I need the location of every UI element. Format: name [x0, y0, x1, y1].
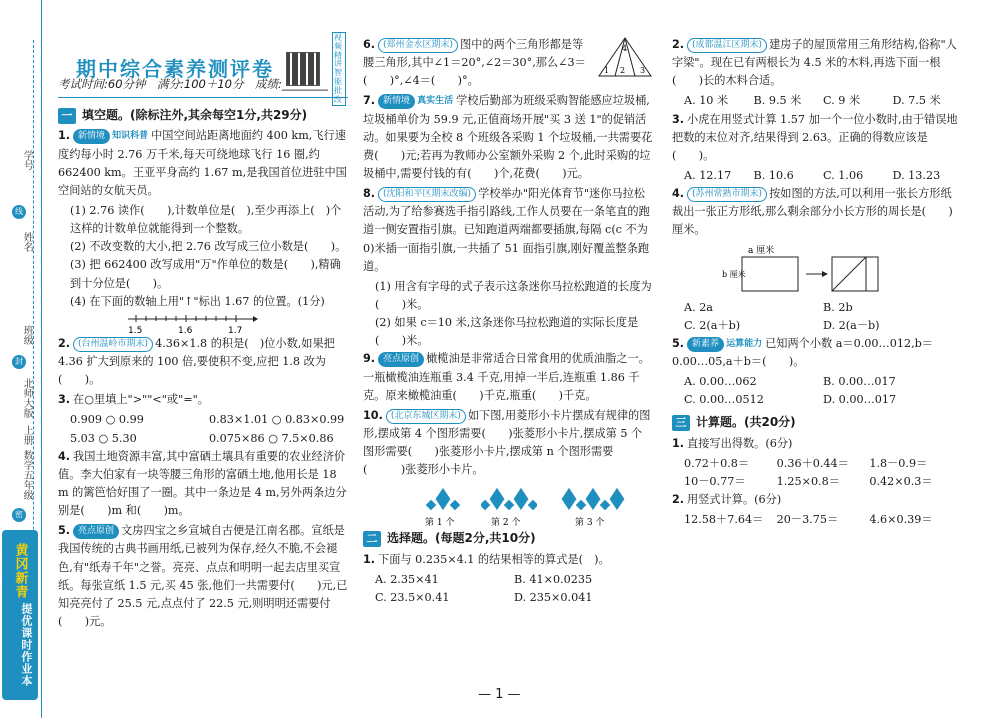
- figure-label: 第 3 个: [575, 518, 605, 528]
- source-badge: (北京东城区期末): [386, 409, 466, 424]
- option-c[interactable]: C. 23.5×0.41: [375, 591, 450, 605]
- tag-badge: 新素养: [687, 337, 724, 352]
- seal-dot: 封: [12, 355, 26, 369]
- choice-5: 5. 新素养 运算能力 已知两个小数 a＝0.00…012,b＝0.00…05,a＋b＝( )。: [672, 336, 933, 368]
- binding-sidebar: [0, 0, 42, 718]
- calc-item[interactable]: 0.72＋0.8＝: [684, 456, 750, 470]
- choice-1-options: [363, 571, 653, 607]
- question-1-part-2: (2) 不改变数的大小,把 2.76 改写成三位小数是( )。: [70, 240, 347, 254]
- question-1-part-3: (3) 把 662400 改写成用"万"作单位的数是( ),精确到十分位是( )。: [70, 258, 341, 290]
- compare-item[interactable]: 0.909 ○ 0.99: [70, 413, 144, 427]
- question-text: 在○里填上">""<"或"="。: [73, 393, 209, 407]
- question-text: 建房子的屋顶常用三角形结构,俗称"人字梁"。现在已有两根长为 4.5 米的木料,再选下面一根( )长的木料合适。: [672, 38, 957, 88]
- tag-badge: 知识科普: [112, 131, 149, 142]
- page-title: 期中综合素养测评卷: [76, 56, 274, 81]
- calc-item[interactable]: 20－3.75＝: [776, 513, 839, 527]
- choice-3-options: [672, 167, 962, 185]
- option-d[interactable]: D. 2(a－b): [823, 318, 880, 332]
- grade-label: 数学五年级: [21, 450, 33, 500]
- figure-label: 第 2 个: [491, 518, 521, 528]
- question-text: 按如图的方法,可以利用一张长方形纸裁出一张正方形纸,那么剩余部分小长方形的周长是( )厘米。: [672, 187, 953, 237]
- rhombus-figure: [481, 483, 537, 527]
- question-5: 5. 亮点原创 文房四宝之乡宣城自古便是江南名郡。宣纸是我国传统的古典书画用纸,已被列为保存,经久不脆,不会褪色,有"纸寿千年"之誉。亮亮、点点和明明一起去店里买宣纸。每张宣纸 1.5 元,买 45 张,他们一共需要付( )元,已知亮亮付了 25.5 元,点点付了 22.5 元,则明明还需要付( )元。: [58, 524, 348, 628]
- question-text: 已知两个小数 a＝0.00…012,b＝0.00…05,a＋b＝( )。: [672, 336, 933, 368]
- question-6: 6. (郑州金水区期末) 图中的两个三角形都是等腰三角形,其中∠1＝20°,∠2＝30°,那么∠3＝( )°,∠4＝( )°。 4 1 2 3: [363, 36, 653, 90]
- question-1-part-1: (1) 2.76 读作( ),计数单位是( ),至少再添上( )个这样的计数单位就能得到一个整数。: [70, 204, 342, 236]
- option-d[interactable]: D. 235×0.041: [514, 591, 593, 605]
- question-1: 1. 新情境 知识科普 中国空间站距离地面约 400 km,飞行速度约每小时 2.76 万千米,每天可绕地球飞行 16 圈,约 662400 km。王亚平身高约 1.67 m,是我国首位进驻中国空间站的女航天员。: [58, 129, 347, 197]
- angle-label: 2: [620, 66, 626, 75]
- section-fill-in: [58, 106, 348, 125]
- question-1-part-4: (4) 在下面的数轴上用"↑"标出 1.67 的位置。(1分): [70, 294, 325, 308]
- rhombus-figure: [423, 483, 463, 527]
- question-7: 7. 新情境 真实生活 学校后勤部为班级采购智能感应垃圾桶,垃圾桶单价为 59.9 元,正值商场开展"买 3 送 1"的促销活动。如果要为全校 8 个班级各采购 1 个垃圾桶,一共需要花费( )元;若再为教师办公室额外采购 2 个,此时采购的垃圾桶中,需要付钱的有( )个,花费( )元。: [363, 94, 653, 180]
- question-text: 如下图,用菱形小卡片摆成有规律的图形,摆成第 4 个图形需要( )张菱形小卡片,摆成第 5 个图形需要( )张菱形小卡片,摆成第 n 个图形需要( )张菱形小卡片。: [363, 408, 651, 477]
- option-d[interactable]: D. 7.5 米: [892, 94, 941, 108]
- seal-dot: 密: [12, 508, 26, 522]
- section-number-icon: 三: [672, 415, 690, 431]
- qr-label: 视频精讲智能批改: [332, 32, 346, 106]
- tick-label: 1.5: [128, 325, 143, 335]
- calc-2: 2. 用竖式计算。(6分): [672, 493, 782, 507]
- question-text: 用竖式计算。(6分): [687, 493, 782, 507]
- section-title: 选择题。(每题2分,共10分): [387, 531, 536, 546]
- number-line[interactable]: [128, 313, 258, 335]
- calc-item[interactable]: 0.42×0.3＝: [869, 475, 933, 489]
- triangle-figure: [597, 36, 653, 80]
- tag-badge: 运算能力: [726, 338, 763, 349]
- compare-item[interactable]: 0.83×1.01 ○ 0.83×0.99: [209, 413, 345, 427]
- compare-item[interactable]: 5.03 ○ 5.30: [70, 431, 137, 445]
- source-badge: (郑州金水区期末): [378, 38, 458, 53]
- choice-2-options: [672, 92, 962, 110]
- brand-subtitle: 提优课时作业本: [19, 603, 33, 687]
- tag-badge: 亮点原创: [378, 352, 424, 367]
- question-text: 小虎在用竖式计算 1.57 加一个一位小数时,由于错误地把数的末位对齐,结果得到 2.63。正确的得数应该是( )。: [672, 112, 958, 162]
- tag-badge: 亮点原创: [73, 524, 119, 539]
- section-title: 计算题。(共20分): [696, 415, 796, 430]
- calc-item[interactable]: 1.25×0.8＝: [776, 475, 840, 489]
- calc-2-items: [672, 511, 962, 529]
- calc-item[interactable]: 10－0.77＝: [684, 475, 746, 489]
- option-a[interactable]: A. 12.17: [684, 168, 732, 182]
- question-text: 文房四宝之乡宣城自古便是江南名郡。宣纸是我国传统的古典书画用纸,已被列为保存,经久不脆,不会褪色,有"纸寿千年"之誉。亮亮、点点和明明一起去店里买宣纸。每张宣纸 1.5 元,买 45 张,他们一共需要付( )元,已知亮亮付了 25.5 元,点点付了 22.5 元,则明明还需要付( )元。: [58, 524, 348, 628]
- question-4: 4. 我国土地资源丰富,其中富硒土壤具有重要的农业经济价值。李大伯家有一块等腰三角形的富硒土地,他用长是 18 m 的篱笆恰好围了一圈。其中一条边是 4 m,另外两条边分别是( )m 和( )m。: [58, 449, 347, 518]
- option-b[interactable]: B. 9.5 米: [753, 94, 802, 108]
- question-text: 我国土地资源丰富,其中富硒土壤具有重要的农业经济价值。李大伯家有一块等腰三角形的富硒土地,他用长是 18 m 的篱笆恰好围了一圈。其中一条边是 4 m,另外两条边分别是( )m 和( )m。: [58, 449, 347, 518]
- question-10: 10. (北京东城区期末) 如下图,用菱形小卡片摆成有规律的图形,摆成第 4 个图形需要( )张菱形小卡片,摆成第 5 个图形需要( )张菱形小卡片,摆成第 n 个图形需要( )张菱形小卡片。: [363, 408, 651, 477]
- option-a[interactable]: A. 10 米: [684, 94, 729, 108]
- rhombus-pattern: [423, 483, 653, 527]
- question-text: 中国空间站距离地面约 400 km,飞行速度约每小时 2.76 万千米,每天可绕地球飞行 16 圈,约 662400 km。王亚平身高约 1.67 m,是我国首位进驻中国空间站的女航天员。: [58, 129, 347, 197]
- option-b[interactable]: B. 0.00…017: [823, 375, 896, 389]
- choice-5-options: [672, 373, 962, 409]
- question-3: 3. 在○里填上">""<"或"="。: [58, 393, 209, 407]
- choice-4-options: [672, 299, 962, 335]
- tag-badge: 新情境: [73, 129, 110, 144]
- calc-item[interactable]: 1.8－0.9＝: [869, 456, 928, 470]
- column-2: [363, 36, 653, 607]
- exam-info: 考试时间:60分钟 满分:100＋10分 成绩:________: [58, 75, 348, 98]
- column-3: [672, 36, 962, 530]
- option-d[interactable]: D. 0.00…017: [823, 393, 897, 407]
- page-number: — 1 —: [478, 687, 521, 702]
- angle-label: 3: [640, 66, 646, 75]
- compare-row: [58, 411, 348, 429]
- section-title: 填空题。(除标注外,其余每空1分,共29分): [82, 108, 308, 122]
- option-c[interactable]: C. 1.06: [823, 168, 864, 182]
- figure-label: a 厘米: [748, 245, 775, 256]
- option-c[interactable]: C. 2(a＋b): [684, 318, 741, 332]
- question-text: 图中的两个三角形都是等腰三角形,其中∠1＝20°,∠2＝30°,那么∠3＝( )°,∠4＝( )°。: [363, 38, 586, 88]
- tag-badge: 真实生活: [417, 96, 454, 107]
- source-badge: (苏州常熟市期末): [687, 187, 767, 202]
- brand-logo: [2, 530, 38, 700]
- question-8: 8. (沈阳和平区期末改编) 学校举办"阳光体育节"迷你马拉松活动,为了给参赛选手指引路线,工作人员要在一条笔直的跑道一侧安置指引旗。已知跑道两端都要插旗,每隔 c(c 不为 0)米插一面指引旗,一共插了 51 面指引旗,刚好覆盖整条跑道。: [363, 187, 650, 273]
- tick-label: 1.7: [228, 325, 243, 335]
- choice-3: 3. 小虎在用竖式计算 1.57 加一个一位小数时,由于错误地把数的末位对齐,结果得到 2.63。正确的得数应该是( )。: [672, 112, 958, 162]
- calc-item[interactable]: 12.58＋7.64＝: [684, 513, 764, 527]
- choice-2: 2. (成都温江区期末) 建房子的屋顶常用三角形结构,俗称"人字梁"。现在已有两根长为 4.5 米的木料,再选下面一根( )长的木料合适。: [672, 38, 957, 88]
- volume-label: 上册: [21, 425, 33, 445]
- question-9: 9. 亮点原创 橄榄油是非常适合日常食用的优质油脂之一。一瓶橄榄油连瓶重 3.4 千克,用掉一半后,连瓶重 1.86 千克。原来橄榄油重( )千克,瓶重( )千克。: [363, 352, 650, 402]
- calc-1: 1. 直接写出得数。(6分): [672, 436, 793, 450]
- calc-item[interactable]: 4.6×0.39＝: [869, 513, 933, 527]
- option-a[interactable]: A. 2.35×41: [375, 572, 439, 586]
- question-text: 学校后勤部为班级采购智能感应垃圾桶,垃圾桶单价为 59.9 元,正值商场开展"买 3 送 1"的促销活动。如果要为全校 8 个班级各采购 1 个垃圾桶,一共需要花费( )元;若再为教师办公室额外采购 2 个,此时采购的垃圾桶中,需要付钱的有( )个,花费( )元。: [363, 94, 653, 180]
- tag-badge: 新情境: [378, 94, 415, 109]
- option-d[interactable]: D. 13.23: [892, 168, 941, 182]
- rhombus-figure: [555, 483, 631, 527]
- calc-1-items: [672, 455, 962, 491]
- question-8-part-1: (1) 用含有字母的式子表示这条迷你马拉松跑道的长度为( )米。: [375, 279, 652, 311]
- calc-item[interactable]: 0.36＋0.44＝: [776, 456, 849, 470]
- tick-label: 1.6: [178, 325, 193, 335]
- source-badge: (成都温江区期末): [687, 38, 767, 53]
- figure-label: b 厘米: [722, 269, 746, 279]
- choice-4: 4. (苏州常熟市期末) 按如图的方法,可以利用一张长方形纸裁出一张正方形纸,那么剩余部分小长方形的周长是( )厘米。: [672, 187, 953, 237]
- question-text: 橄榄油是非常适合日常食用的优质油脂之一。一瓶橄榄油连瓶重 3.4 千克,用掉一半后,连瓶重 1.86 千克。原来橄榄油重( )千克,瓶重( )千克。: [363, 352, 650, 402]
- angle-label: 1: [604, 66, 610, 75]
- option-a[interactable]: A. 2a: [684, 300, 713, 314]
- option-b[interactable]: B. 10.6: [753, 168, 794, 182]
- source-badge: (台州温岭市期末): [73, 337, 153, 352]
- compare-row: [58, 430, 348, 448]
- section-choice: [363, 529, 653, 548]
- name-label: 姓名: [21, 232, 33, 252]
- question-2: 2. (台州温岭市期末) 4.36×1.8 的积是( )位小数,如果把 4.36 扩大到原来的 100 倍,要使积不变,应把 1.8 改为( )。: [58, 336, 335, 387]
- option-b[interactable]: B. 41×0.0235: [514, 572, 593, 586]
- figure-label: 第 1 个: [425, 518, 455, 528]
- section-number-icon: 一: [58, 108, 76, 124]
- question-text: 学校举办"阳光体育节"迷你马拉松活动,为了给参赛选手指引路线,工作人员要在一条笔直的跑道一侧安置指引旗。已知跑道两端都要插旗,每隔 c(c 不为 0)米插一面指引旗,一共插了 51 面指引旗,刚好覆盖整条跑道。: [363, 187, 650, 273]
- source-badge: (沈阳和平区期末改编): [378, 187, 476, 202]
- column-1: [58, 104, 348, 633]
- rectangle-cut-figure: [722, 243, 882, 297]
- class-label: 班级: [21, 325, 33, 345]
- question-8-part-2: (2) 如果 c＝10 米,这条迷你马拉松跑道的实际长度是( )米。: [375, 316, 639, 348]
- edition-label: 北师大版: [21, 378, 33, 418]
- student-number-label: 学号: [21, 150, 33, 170]
- angle-label: 4: [622, 44, 628, 53]
- option-c[interactable]: C. 0.00…0512: [684, 393, 764, 407]
- question-text: 下面与 0.235×4.1 的结果相等的算式是( )。: [378, 552, 610, 566]
- question-text: 直接写出得数。(6分): [687, 436, 793, 450]
- seal-dot: 线: [12, 205, 26, 219]
- choice-1: 1. 下面与 0.235×4.1 的结果相等的算式是( )。: [363, 552, 610, 566]
- option-c[interactable]: C. 9 米: [823, 94, 861, 108]
- option-a[interactable]: A. 0.00…062: [684, 375, 757, 389]
- brand-name: 黄冈新青: [12, 543, 28, 599]
- option-b[interactable]: B. 2b: [823, 300, 853, 314]
- question-text: 4.36×1.8 的积是( )位小数,如果把 4.36 扩大到原来的 100 倍,要使积不变,应把 1.8 改为( )。: [58, 336, 335, 387]
- section-number-icon: 二: [363, 531, 381, 547]
- compare-item[interactable]: 0.075×86 ○ 7.5×0.86: [209, 431, 334, 445]
- section-calc: [672, 413, 962, 432]
